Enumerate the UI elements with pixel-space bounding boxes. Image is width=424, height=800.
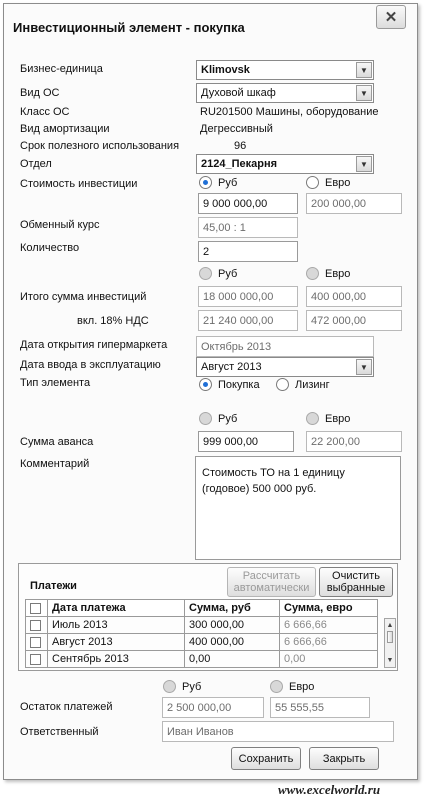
row-checkbox-cell — [26, 651, 48, 668]
vat-label: вкл. 18% НДС — [77, 315, 149, 327]
quantity-label: Количество — [20, 242, 80, 254]
table-header-row — [26, 600, 378, 617]
payments-table — [25, 599, 378, 668]
department-label: Отдел — [20, 158, 52, 170]
total-rub-field: 18 000 000,00 — [198, 286, 298, 307]
close-icon[interactable]: ✕ — [376, 5, 406, 29]
department-value: 2124_Пекарня — [201, 158, 278, 170]
depreciation-value: Дегрессивный — [200, 123, 273, 135]
advance-rub-input[interactable]: 999 000,00 — [198, 431, 294, 452]
hypermarket-open-label: Дата открытия гипермаркета — [20, 339, 168, 351]
payment-eur-cell: 6 666,66 — [280, 617, 378, 634]
scroll-up-icon[interactable]: ▲ — [386, 621, 394, 629]
element-type-label: Тип элемента — [20, 377, 91, 389]
payment-rub-cell[interactable]: 400 000,00 — [185, 634, 280, 651]
asset-type-value: Духовой шкаф — [201, 87, 276, 99]
asset-class-label: Класс ОС — [20, 106, 70, 118]
business-unit-select[interactable] — [196, 60, 374, 80]
table-row[interactable] — [26, 651, 378, 668]
radio-icon[interactable] — [306, 176, 319, 189]
investment-rub-radio[interactable] — [199, 176, 237, 189]
comment-textarea[interactable] — [195, 456, 401, 560]
checkbox-icon[interactable] — [30, 620, 41, 631]
advance-eur-radio — [306, 412, 350, 425]
radio-label: Покупка — [218, 378, 260, 391]
advance-eur-field: 22 200,00 — [306, 431, 402, 452]
radio-label: Руб — [182, 680, 202, 693]
totals-rub-radio — [199, 267, 237, 280]
radio-disabled-icon — [199, 267, 212, 280]
payment-rub-cell[interactable]: 0,00 — [185, 651, 280, 668]
total-investment-label: Итого сумма инвестиций — [20, 291, 147, 303]
advance-rub-radio — [199, 412, 237, 425]
radio-label: Руб — [218, 412, 238, 425]
remainder-label: Остаток платежей — [20, 701, 113, 713]
scroll-down-icon[interactable]: ▼ — [386, 656, 394, 664]
totals-eur-radio — [306, 267, 350, 280]
commissioning-date-label: Дата ввода в эксплуатацию — [20, 359, 161, 371]
payment-eur-cell: 6 666,66 — [280, 634, 378, 651]
radio-label: Евро — [289, 680, 315, 693]
useful-life-label: Срок полезного использования — [20, 140, 180, 152]
comment-label: Комментарий — [20, 458, 90, 470]
chevron-down-icon[interactable]: ▼ — [356, 156, 372, 172]
purchase-radio[interactable] — [199, 378, 260, 391]
remainder-rub-radio — [163, 680, 201, 693]
useful-life-value: 96 — [234, 140, 247, 152]
col-date-header: Дата платежа — [48, 600, 185, 617]
commissioning-date-select[interactable] — [196, 357, 374, 377]
radio-disabled-icon — [306, 267, 319, 280]
row-checkbox-cell — [26, 634, 48, 651]
scroll-thumb[interactable] — [387, 631, 393, 643]
investment-cost-label: Стоимость инвестиции — [20, 178, 138, 190]
radio-label: Евро — [325, 176, 351, 189]
remainder-rub-field: 2 500 000,00 — [162, 697, 264, 718]
close-button[interactable]: Закрыть — [309, 747, 379, 770]
asset-class-value: RU201500 Машины, оборудование — [200, 106, 379, 118]
radio-selected-icon[interactable] — [199, 378, 212, 391]
col-eur-header: Сумма, евро — [280, 600, 378, 617]
exchange-rate-label: Обменный курс — [20, 219, 100, 231]
investment-eur-radio[interactable] — [306, 176, 350, 189]
payment-date-cell[interactable]: Июль 2013 — [48, 617, 185, 634]
radio-label: Евро — [325, 267, 351, 280]
remainder-eur-field: 55 555,55 — [270, 697, 370, 718]
radio-label: Руб — [218, 267, 238, 280]
radio-label: Лизинг — [295, 378, 330, 391]
commissioning-date-value: Август 2013 — [201, 361, 262, 373]
vat-eur-field: 472 000,00 — [306, 310, 402, 331]
dialog-title: Инвестиционный элемент - покупка — [13, 20, 245, 35]
table-row[interactable] — [26, 617, 378, 634]
watermark-text: www.excelworld.ru — [278, 782, 381, 797]
row-checkbox-cell — [26, 617, 48, 634]
quantity-input[interactable]: 2 — [198, 241, 298, 262]
comment-text: Стоимость ТО на 1 единицу (годовое) 500 000 руб. — [202, 467, 345, 495]
asset-type-label: Вид ОС — [20, 87, 60, 99]
payments-title: Платежи — [30, 580, 77, 592]
exchange-rate-field: 45,00 : 1 — [198, 217, 298, 238]
payments-scrollbar[interactable] — [384, 618, 396, 668]
investment-eur-field: 200 000,00 — [306, 193, 402, 214]
payment-date-cell[interactable]: Август 2013 — [48, 634, 185, 651]
payment-rub-cell[interactable]: 300 000,00 — [185, 617, 280, 634]
advance-label: Сумма аванса — [20, 436, 94, 448]
vat-rub-field: 21 240 000,00 — [198, 310, 298, 331]
asset-type-select[interactable] — [196, 83, 374, 103]
leasing-radio[interactable] — [276, 378, 330, 391]
payments-table-wrap — [25, 599, 378, 668]
checkbox-icon[interactable] — [30, 603, 41, 614]
clear-selected-button[interactable]: Очистить выбранные — [319, 567, 393, 597]
table-row[interactable] — [26, 634, 378, 651]
total-eur-field: 400 000,00 — [306, 286, 402, 307]
hypermarket-open-field: Октябрь 2013 — [196, 336, 374, 357]
calc-auto-button[interactable]: Рассчитать автоматически — [227, 567, 316, 597]
radio-label: Евро — [325, 412, 351, 425]
radio-label: Руб — [218, 176, 238, 189]
checkbox-icon[interactable] — [30, 654, 41, 665]
radio-disabled-icon — [163, 680, 176, 693]
select-all-cell — [26, 600, 48, 617]
responsible-field: Иван Иванов — [162, 721, 394, 742]
radio-selected-icon[interactable] — [199, 176, 212, 189]
radio-icon[interactable] — [276, 378, 289, 391]
chevron-down-icon[interactable]: ▼ — [356, 62, 372, 78]
department-select[interactable] — [196, 154, 374, 174]
chevron-down-icon[interactable]: ▼ — [356, 85, 372, 101]
payment-eur-cell: 0,00 — [280, 651, 378, 668]
remainder-eur-radio — [270, 680, 314, 693]
save-button[interactable]: Сохранить — [231, 747, 301, 770]
checkbox-icon[interactable] — [30, 637, 41, 648]
col-rub-header: Сумма, руб — [185, 600, 280, 617]
radio-disabled-icon — [270, 680, 283, 693]
investment-rub-input[interactable]: 9 000 000,00 — [198, 193, 298, 214]
chevron-down-icon[interactable]: ▼ — [356, 359, 372, 375]
payment-date-cell[interactable]: Сентябрь 2013 — [48, 651, 185, 668]
radio-disabled-icon — [306, 412, 319, 425]
radio-disabled-icon — [199, 412, 212, 425]
responsible-label: Ответственный — [20, 726, 99, 738]
depreciation-label: Вид амортизации — [20, 123, 110, 135]
business-unit-value: Klimovsk — [201, 64, 250, 76]
business-unit-label: Бизнес-единица — [20, 63, 103, 75]
